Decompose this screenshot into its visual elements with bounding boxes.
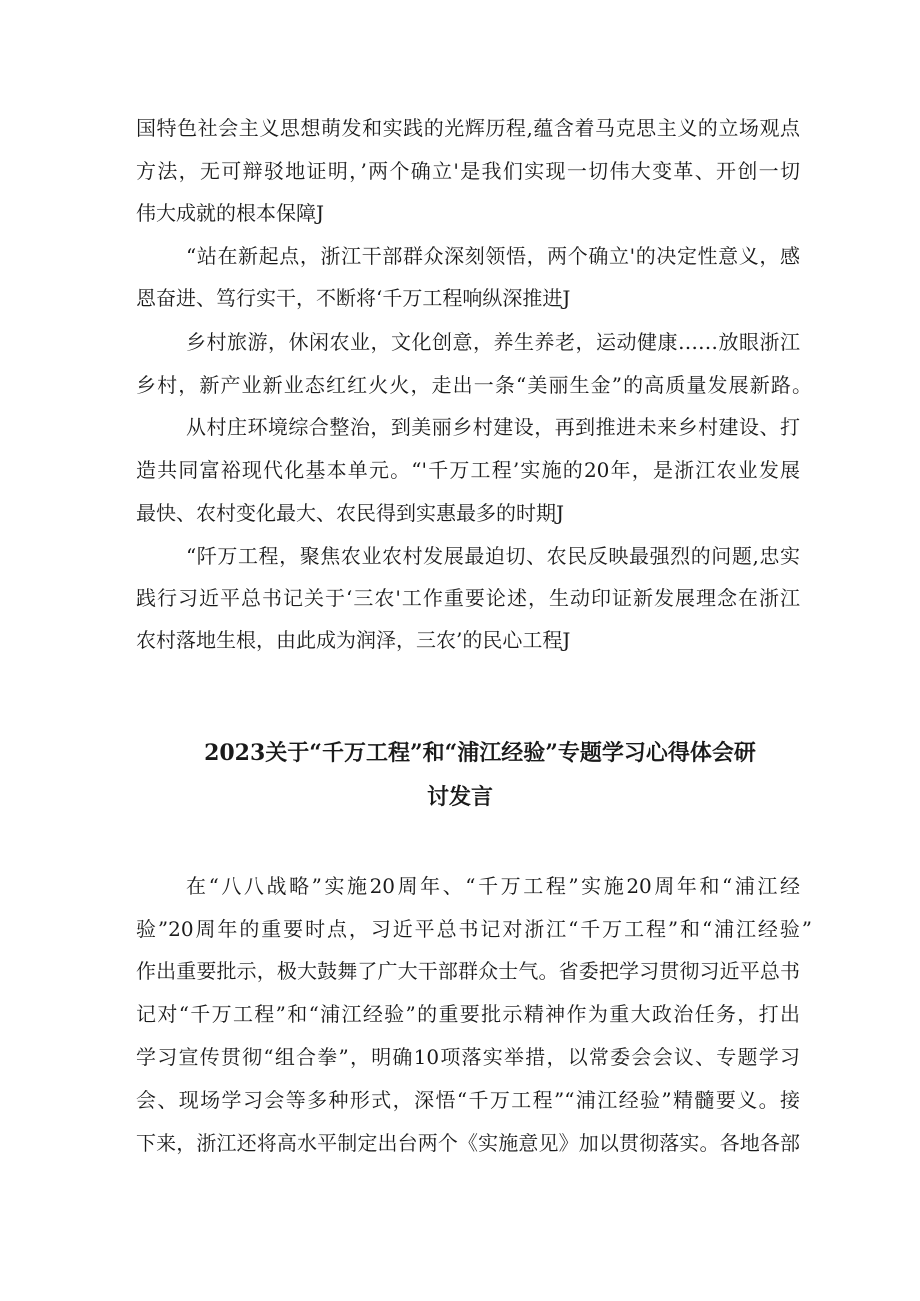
text-line: 从村庄环境综合整治，到美丽乡村建设，再到推进未来乡村建设、打 [186, 415, 800, 439]
text-line: 乡村旅游，休闲农业，文化创意，养生养老，运动健康……放眼浙江 [186, 330, 800, 354]
text-line: 下来，浙江还将高水平制定出台两个《实施意见》加以贯彻落实。各地各部 [136, 1131, 800, 1155]
section-title: 2023关于“千万工程”和“浦江经验”专题学习心得体会研 [204, 740, 756, 766]
text-line: 最快、农村变化最大、农民得到实惠最多的时期J [136, 501, 565, 525]
text-line: 记对“千万工程”和“浦江经验”的重要批示精神作为重大政治任务，打出 [136, 1002, 800, 1026]
text-line: 作出重要批示，极大鼓舞了广大干部群众士气。省委把学习贯彻习近平总书 [136, 959, 800, 983]
text-line: 学习宣传贯彻“组合拳”，明确10项落实举措，以常委会会议、专题学习 [136, 1045, 800, 1069]
text-line: 验”20周年的重要时点，习近平总书记对浙江“千万工程”和“浦江经验” [136, 917, 812, 941]
text-line: “阡万工程，聚焦农业农村发展最迫切、农民反映最强烈的问题,忠实 [186, 544, 800, 568]
text-line: 践行习近平总书记关于‘三农'工作重要论述，生动印证新发展理念在浙江 [136, 586, 800, 610]
text-line: 国特色社会主义思想萌发和实践的光辉历程,蕴含着马克思主义的立场观点 [136, 116, 800, 140]
text-line: 恩奋进、笃行实干，不断将‘千万工程响纵深推进J [136, 286, 571, 310]
text-line: 乡村，新产业新业态红红火火，走出一条“美丽生金”的高质量发展新路。 [136, 373, 812, 397]
text-line: 方法，无可辩驳地证明，’两个确立'是我们实现一切伟大变革、开创一切 [136, 159, 800, 183]
text-line: 在“八八战略”实施20周年、“千万工程”实施20周年和“浦江经 [186, 874, 800, 898]
section-title: 讨发言 [426, 784, 493, 810]
text-line: 农村落地生根，由此成为润泽，三农’的民心工程J [136, 628, 571, 652]
text-line: 会、现场学习会等多种形式，深悟“千万工程”“浦江经验”精髓要义。接 [136, 1088, 800, 1112]
text-line: “站在新起点，浙江干部群众深刻领悟，两个确立'的决定性意义，感 [186, 244, 800, 268]
text-line: 伟大成就的根本保障J [136, 201, 325, 225]
text-line: 造共同富裕现代化基本单元。“'千万工程’实施的20年，是浙江农业发展 [136, 458, 800, 482]
